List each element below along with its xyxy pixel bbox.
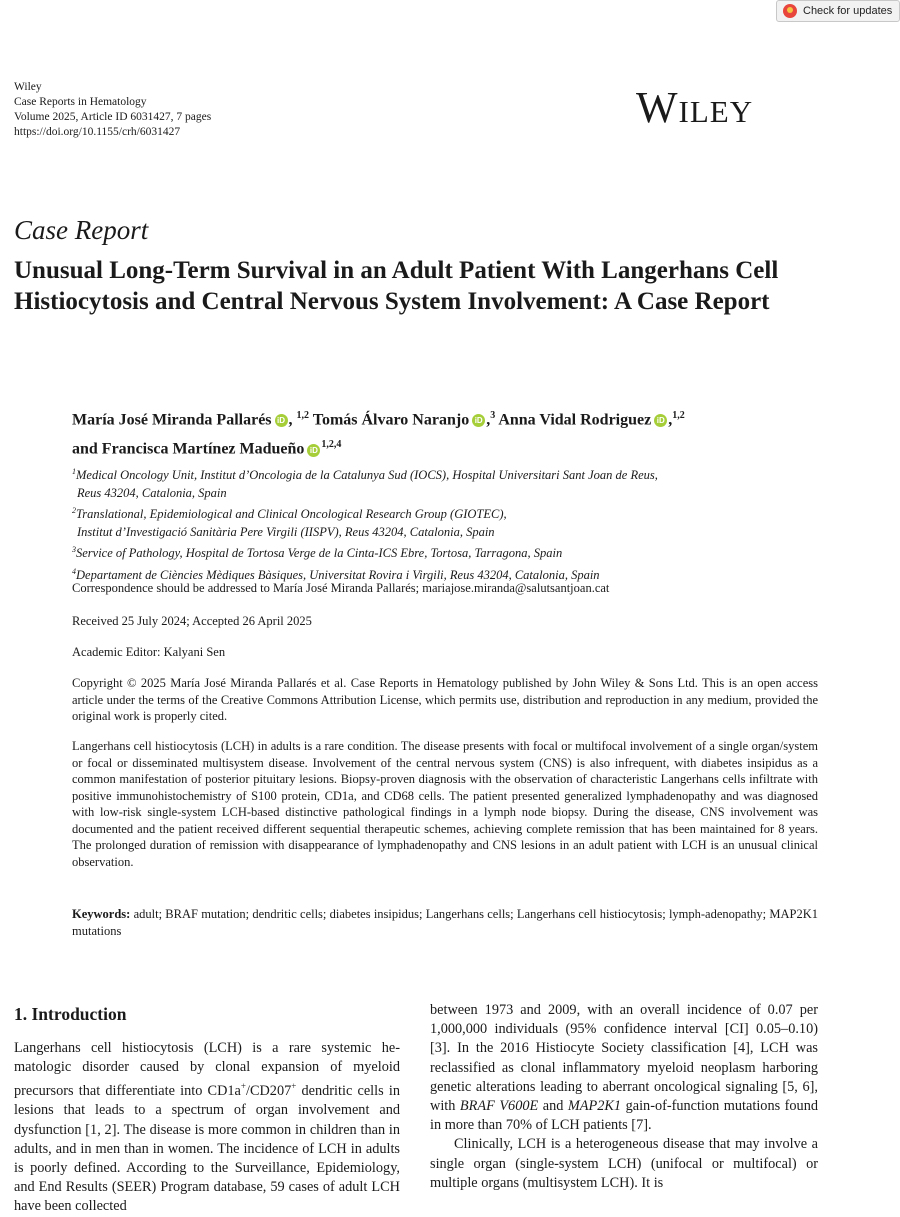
orcid-icon[interactable]: iD	[654, 414, 667, 427]
author-list: María José Miranda Pallarés iD , $^{1,2}$ Tomás Álvaro Naranjo iD ,$^3$ Anna Vidal Rodriguez iD ,$^{1,2}$ and Francisca Martínez Madueño iD $^{1,2,4}$	[72, 410, 685, 458]
affiliation-item-cont	[72, 524, 832, 542]
body-column-right	[430, 1001, 818, 1193]
check-for-updates-label: Check for updates	[803, 5, 893, 17]
author-name[interactable]: Anna Vidal Rodriguez	[498, 411, 652, 429]
affiliation-text: Medical Oncology Unit, Institut d’Oncologia de la Catalunya Sud (IOCS), Hospital Universitari Sant Joan de Reus,	[76, 468, 658, 483]
received-accepted-dates: Received 25 July 2024; Accepted 26 April 2025	[72, 614, 312, 628]
paragraph-text: dendritic cells in lesions that leads to a spectrum of organ involvement and dysfunction [1, 2]. The disease is more common in children than in adults, and in men than in women. The incidence of LCH in adults is poorly defined. According to the Surveillance, Epidemiology, and End Results (SEER) Program database, 59 cases of adult LCH have been collected	[14, 1083, 400, 1215]
check-for-updates-button[interactable]	[776, 0, 900, 22]
wiley-logo: Wiley	[636, 83, 754, 132]
paragraph-text: Langerhans cell histiocytosis (LCH) is a rare systemic he-matologic disorder caused by clonal expansion of myeloid precursors that differentiate into CD1a	[14, 1040, 400, 1100]
affiliation-item	[72, 541, 832, 563]
orcid-icon[interactable]: iD	[275, 414, 288, 427]
affiliation-text: Institut d’Investigació Sanitària Pere Virgili (IISPV), Reus 43204, Catalonia, Spain	[77, 524, 495, 539]
author-affiliation-mark: 1,2,4	[321, 439, 342, 451]
affiliation-item-cont	[72, 485, 832, 503]
paragraph	[14, 1039, 400, 1217]
article-title: Unusual Long-Term Survival in an Adult Patient With Langerhans Cell Histiocytosis and Central Nervous System Involvement: A Case Report	[14, 257, 779, 315]
paragraph-text: and	[538, 1098, 568, 1115]
author-name[interactable]: and Francisca Martínez Madueño	[72, 440, 305, 458]
journal-meta	[14, 80, 211, 140]
keywords-text: adult; BRAF mutation; dendritic cells; diabetes insipidus; Langerhans cells; Langerhans cell histiocytosis; lymph-adenopathy; MAP2K1 mutations	[72, 907, 819, 938]
article-type: Case Report	[14, 215, 149, 245]
author-name[interactable]: María José Miranda Pallarés	[72, 411, 272, 429]
affiliation-text: Translational, Epidemiological and Clinical Oncological Research Group (GIOTEC),	[76, 507, 507, 522]
superscript: +	[291, 1081, 297, 1092]
affiliation-text: Service of Pathology, Hospital de Tortosa Verge de la Cinta-ICS Ebre, Tortosa, Tarragona, Spain	[76, 546, 563, 561]
section-heading: 1. Introduction	[14, 1004, 127, 1024]
affiliation-number: 2	[72, 506, 76, 516]
orcid-icon[interactable]: iD	[307, 444, 320, 457]
author-affiliation-mark: 3	[490, 410, 496, 421]
abstract: Langerhans cell histiocytosis (LCH) in adults is a rare condition. The disease presents with focal or multifocal involvement of a single organ/system or focal or disseminated multisystem disease. Involvement of the central nervous system (CNS) is also infrequent, with diabetes insipidus as a common manifestation of posterior pituitary lesions. Biopsy-proven diagnosis with the observation of characteristic Langerhans cells infiltrate with positive immunohistochemistry of S100 protein, CD1a, and CD68 cells. The patient presented generalized lymphadenopathy and was diagnosed with low-risk single-system LCH-based distinctive pathological findings in a lymph node biopsy. During the disease, CNS involvement was documented and the patient received different sequential therapeutic schemes, achieving complete remission that has been maintained for 8 years. The prolonged duration of remission with disappearance of lymphadenopathy and CNS lesions in an adult patient with LCH is an unusual clinical observation.	[72, 739, 818, 869]
gene-name: MAP2K1	[567, 1098, 622, 1115]
affiliation-text: Reus 43204, Catalonia, Spain	[77, 485, 227, 500]
paragraph-text: /CD207	[245, 1083, 292, 1100]
publisher-name: Wiley	[14, 81, 42, 93]
paragraph: Clinically, LCH is a heterogeneous disease that may involve a single organ (single-system LCH) (unifocal or multifocal) or multiple organs (multisystem LCH). It is	[430, 1136, 818, 1191]
affiliation-number: 1	[72, 467, 76, 476]
correspondence: Correspondence should be addressed to María José Miranda Pallarés; mariajose.miranda@salutsantjoan.cat	[72, 581, 610, 595]
affiliation-number: 3	[72, 545, 76, 555]
doi-link[interactable]: https://doi.org/10.1155/crh/6031427	[14, 126, 181, 138]
author-name[interactable]: Tomás Álvaro Naranjo	[312, 411, 470, 429]
journal-name: Case Reports in Hematology	[14, 96, 147, 108]
affiliation-item	[72, 463, 832, 485]
author-affiliation-mark: 1,2	[672, 410, 685, 421]
author-separator: ,	[288, 411, 297, 429]
affiliation-number: 4	[72, 566, 76, 576]
paragraph	[430, 1001, 818, 1135]
affiliation-text: Departament de Ciències Mèdiques Bàsiques, Universitat Rovira i Virgili, Reus 43204, Catalonia, Spain	[76, 568, 600, 583]
affiliation-item	[72, 502, 832, 524]
crossmark-icon	[783, 4, 797, 18]
paragraph-text: between 1973 and 2009, with an overall incidence of 0.07 per 1,000,000 individuals (95% confidence interval [CI] 0.05–0.10) [3]. In the 2016 Histiocyte Society classification [4], LCH was reclassified as clonal inflammatory myeloid neoplasm harboring genetic alterations leading to aberrant oncological signaling [5, 6], with	[430, 1002, 818, 1115]
affiliations	[72, 463, 832, 585]
keywords-label: Keywords:	[72, 907, 131, 921]
volume-info: Volume 2025, Article ID 6031427, 7 pages	[14, 111, 212, 123]
superscript: +	[240, 1081, 246, 1092]
paragraph-text: gain-of-function mutations found in more than 70% of LCH patients [7].	[430, 1098, 818, 1134]
author-affiliation-mark: 1,2	[296, 410, 310, 421]
body-column-left	[14, 1039, 400, 1217]
orcid-icon[interactable]: iD	[472, 414, 485, 427]
gene-name: BRAF V600E	[459, 1098, 539, 1115]
academic-editor: Academic Editor: Kalyani Sen	[72, 645, 226, 659]
copyright-notice: Copyright © 2025 María José Miranda Pallarés et al. Case Reports in Hematology published by John Wiley & Sons Ltd. This is an open access article under the terms of the Creative Commons Attribution License, which permits use, distribution and reproduction in any medium, provided the original work is properly cited.	[72, 676, 818, 723]
keywords	[72, 906, 818, 939]
